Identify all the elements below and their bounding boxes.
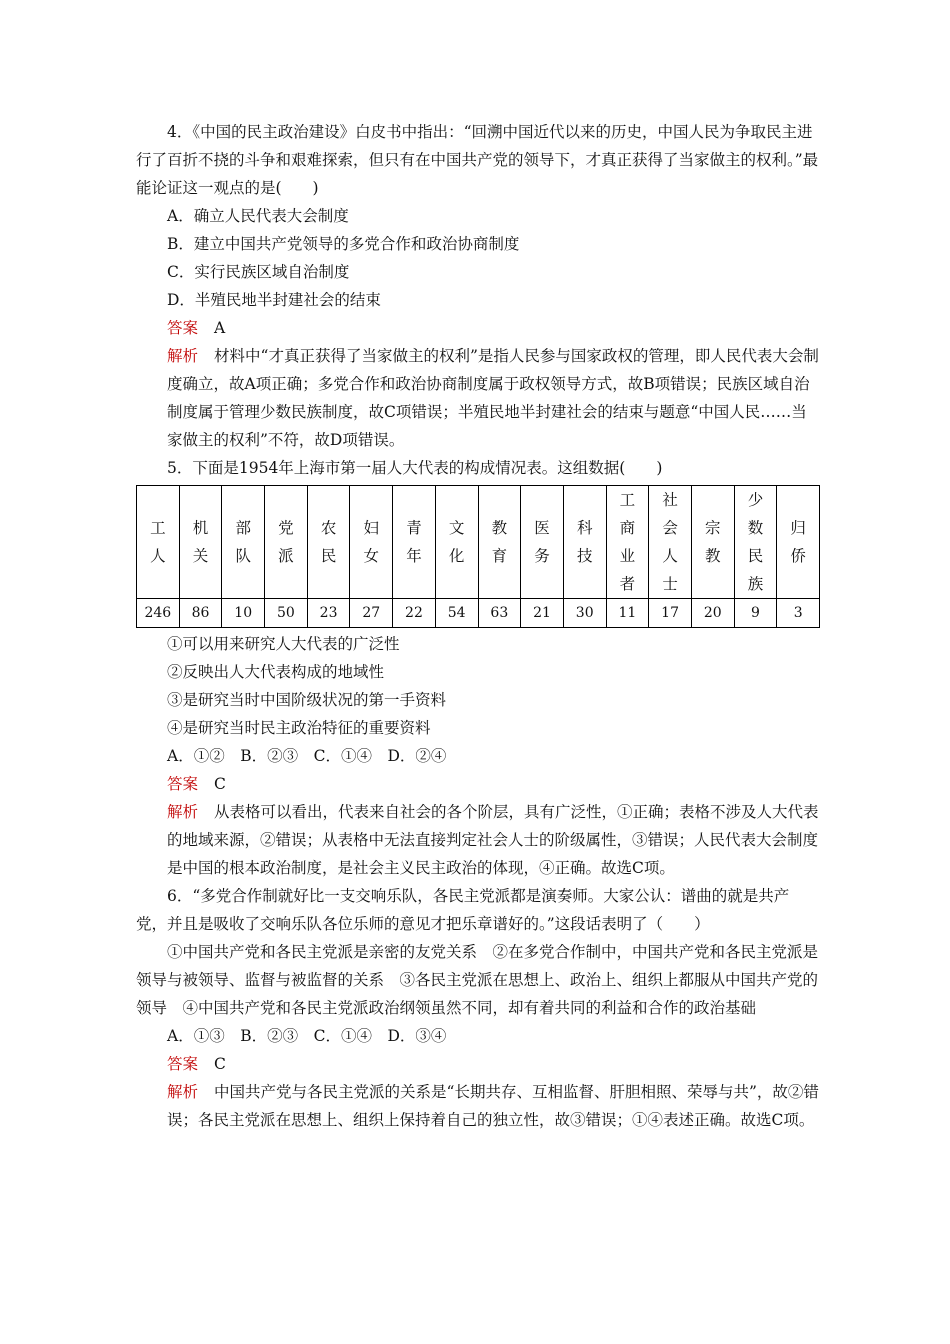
- q5-options: A．①② B．②③ C．①④ D．②④: [167, 747, 447, 765]
- table-header-cell: 机关: [179, 486, 222, 599]
- table-cell: 23: [307, 599, 350, 628]
- analysis-text: 材料中“才真正获得了当家做主的权利”是指人民参与国家政权的管理，即人民代表大会制度确立，故A项正确；多党合作和政治协商制度属于政权领导方式，故B项错误；民族区域自治制度属于管理少数民族制度，故C项错误；半殖民地半封建社会的结束与题意“中国人民……当家做主的权利”不符，故D项错误。: [167, 347, 819, 449]
- answer-value: C: [214, 1055, 226, 1073]
- table-cell: 17: [649, 599, 692, 628]
- table-cell: 10: [222, 599, 265, 628]
- analysis-label: 解析: [167, 803, 199, 821]
- q6-analysis: [136, 1078, 820, 1134]
- table-header-cell: 归侨: [777, 486, 820, 599]
- q6-answer: [136, 1050, 820, 1078]
- table-cell: 50: [265, 599, 308, 628]
- document-page: [136, 118, 820, 1134]
- table-header-cell: 工商业者: [606, 486, 649, 599]
- table-header-cell: 青年: [393, 486, 436, 599]
- table-cell: 246: [137, 599, 180, 628]
- table-cell: 30: [563, 599, 606, 628]
- q5-analysis: [136, 798, 820, 882]
- table-cell: 3: [777, 599, 820, 628]
- q5-statement-3: ③是研究当时中国阶级状况的第一手资料: [167, 691, 447, 709]
- table-cell: 63: [478, 599, 521, 628]
- table-cell: 11: [606, 599, 649, 628]
- table-cell: 86: [179, 599, 222, 628]
- analysis-label: 解析: [167, 347, 199, 365]
- q6-options: A．①③ B．②③ C．①④ D．③④: [167, 1027, 447, 1045]
- q4-answer: [136, 314, 820, 342]
- table-header-cell: 宗教: [691, 486, 734, 599]
- q6-stem: 6．“多党合作制就好比一支交响乐队，各民主党派都是演奏师。大家公认：谱曲的就是共产党，并且是吸收了交响乐队各位乐师的意见才把乐章谱好的。”这段话表明了（ ）: [136, 887, 790, 933]
- q5-statement-1: ①可以用来研究人大代表的广泛性: [167, 635, 400, 653]
- q4-option-c: C．实行民族区域自治制度: [167, 263, 350, 281]
- q5-answer: [136, 770, 820, 798]
- delegate-composition-table: [136, 485, 820, 628]
- q6-statements: ①中国共产党和各民主党派是亲密的友党关系 ②在多党合作制中，中国共产党和各民主党派是领导与被领导、监督与被监督的关系 ③各民主党派在思想上、政治上、组织上都服从中国共产党的领导 ④中国共产党和各民主党派政治纲领虽然不同，却有着共同的利益和合作的政治基础: [136, 943, 819, 1017]
- q5-statement-4: ④是研究当时民主政治特征的重要资料: [167, 719, 431, 737]
- table-cell: 54: [435, 599, 478, 628]
- table-header-cell: 科技: [563, 486, 606, 599]
- table-header-cell: 少数民族: [734, 486, 777, 599]
- table-header-cell: 医务: [521, 486, 564, 599]
- answer-label: 答案: [167, 1055, 199, 1073]
- q4-option-b: B．建立中国共产党领导的多党合作和政治协商制度: [167, 235, 520, 253]
- q4-option-a: A．确立人民代表大会制度: [167, 207, 349, 225]
- table-cell: 21: [521, 599, 564, 628]
- table-header-row: [137, 486, 820, 599]
- analysis-label: 解析: [167, 1083, 199, 1101]
- q5-statement-2: ②反映出人大代表构成的地域性: [167, 663, 385, 681]
- answer-value: A: [214, 319, 226, 337]
- table-header-cell: 社会人士: [649, 486, 692, 599]
- answer-value: C: [214, 775, 226, 793]
- answer-label: 答案: [167, 319, 199, 337]
- table-header-cell: 农民: [307, 486, 350, 599]
- answer-label: 答案: [167, 775, 199, 793]
- table-header-cell: 党派: [265, 486, 308, 599]
- table-cell: 20: [691, 599, 734, 628]
- q4-stem: 4．《中国的民主政治建设》白皮书中指出：“回溯中国近代以来的历史，中国人民为争取民主进行了百折不挠的斗争和艰难探索，但只有在中国共产党的领导下，才真正获得了当家做主的权利。”最能论证这一观点的是( ): [136, 123, 819, 197]
- q4-option-d: D．半殖民地半封建社会的结束: [167, 291, 381, 309]
- table-header-cell: 教育: [478, 486, 521, 599]
- table-header-cell: 部队: [222, 486, 265, 599]
- table-cell: 9: [734, 599, 777, 628]
- table-cell: 27: [350, 599, 393, 628]
- q4-analysis: [136, 342, 820, 454]
- table-header-cell: 妇女: [350, 486, 393, 599]
- table-cell: 22: [393, 599, 436, 628]
- table-value-row: [137, 599, 820, 628]
- analysis-text: 从表格可以看出，代表来自社会的各个阶层，具有广泛性，①正确；表格不涉及人大代表的地域来源，②错误；从表格中无法直接判定社会人士的阶级属性，③错误；人民代表大会制度是中国的根本政治制度，是社会主义民主政治的体现，④正确。故选C项。: [167, 803, 819, 877]
- analysis-text: 中国共产党与各民主党派的关系是“长期共存、互相监督、肝胆相照、荣辱与共”，故②错误；各民主党派在思想上、组织上保持着自己的独立性，故③错误；①④表述正确。故选C项。: [167, 1083, 819, 1129]
- table-header-cell: 工人: [137, 486, 180, 599]
- table-header-cell: 文化: [435, 486, 478, 599]
- q5-stem: 5．下面是1954年上海市第一届人大代表的构成情况表。这组数据( ): [167, 459, 663, 477]
